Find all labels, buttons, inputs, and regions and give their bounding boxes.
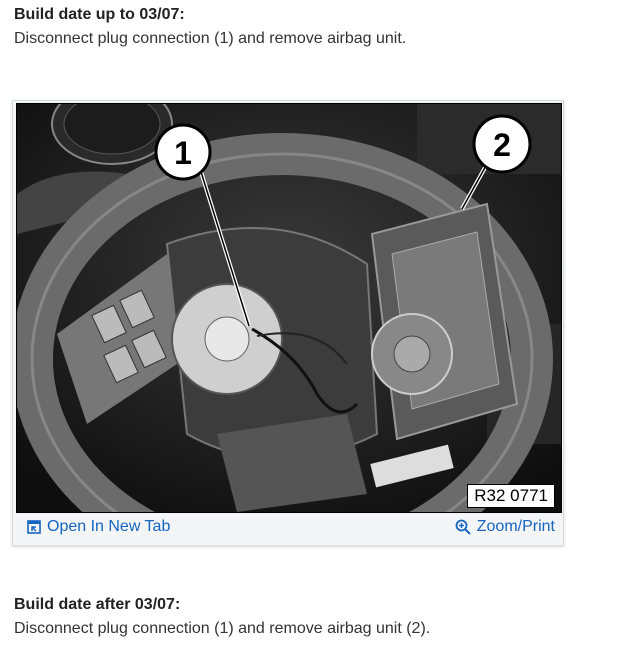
zoom-print-label: Zoom/Print [476,518,555,535]
figure-reference-number: R32 0771 [467,484,555,508]
callout-2: 2 [493,127,511,163]
open-in-new-tab-link[interactable] [27,518,170,536]
figure-action-bar [13,513,563,543]
steering-wheel-illustration [16,103,562,513]
figure-card [12,100,564,546]
steering-wheel-drawing [17,104,561,512]
open-in-new-tab-label: Open In New Tab [47,518,171,535]
section-heading-after-0307: Build date after 03/07: [14,596,181,613]
instruction-before-0307: Disconnect plug connection (1) and remove airbag unit. [14,30,407,47]
magnifier-icon [455,519,471,535]
zoom-print-link[interactable] [455,518,555,536]
open-new-tab-icon [27,520,41,534]
instruction-after-0307: Disconnect plug connection (1) and remove airbag unit (2). [14,620,431,637]
section-heading-before-0307: Build date up to 03/07: [14,6,185,23]
callout-1: 1 [174,135,192,171]
